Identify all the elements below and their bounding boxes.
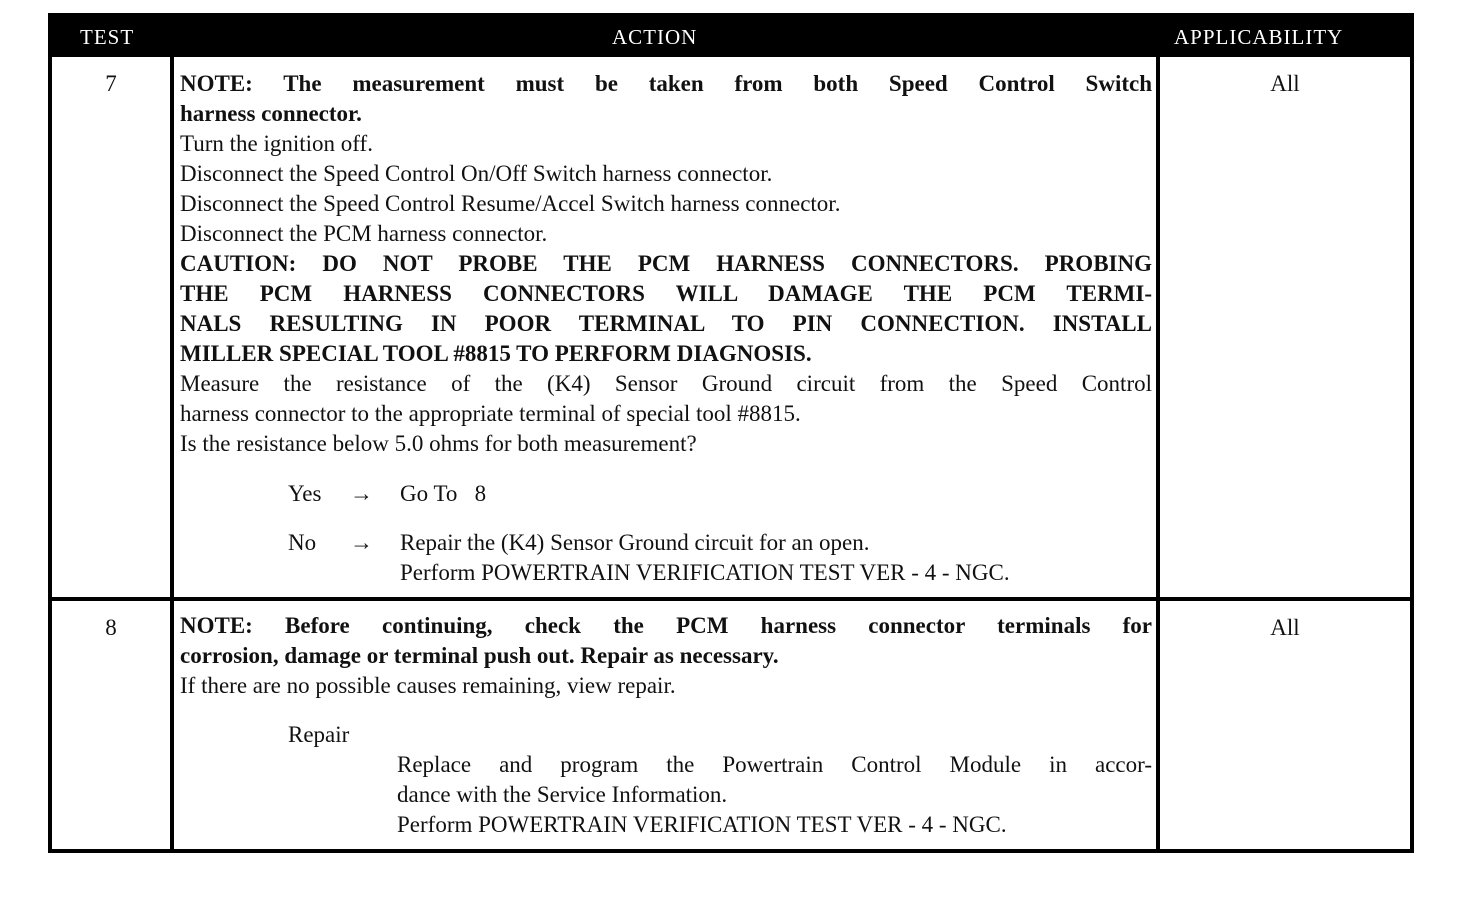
note-line: corrosion, damage or terminal push out. Repair as necessary.	[180, 643, 779, 668]
arrow-icon: →	[350, 530, 373, 555]
no-label: No	[288, 530, 317, 555]
step-text: Disconnect the Speed Control On/Off Switch harness connector.	[180, 161, 773, 186]
repair-text: dance with the Service Information.	[397, 782, 728, 807]
caution-line: MILLER SPECIAL TOOL #8815 TO PERFORM DIAGNOSIS.	[180, 341, 812, 366]
yes-branch	[180, 479, 1152, 509]
caution-line: THE PCM HARNESS CONNECTORS WILL DAMAGE THE PCM TERMI-	[180, 281, 1152, 306]
repair-text: Perform POWERTRAIN VERIFICATION TEST VER - 4 - NGC.	[397, 812, 1007, 837]
note-line: NOTE: Before continuing, check the PCM harness connector terminals for	[180, 613, 1152, 638]
step-text: Measure the resistance of the (K4) Sensor Ground circuit from the Speed Control	[180, 371, 1152, 396]
yes-action: Go To 8	[400, 481, 487, 506]
test-number: 8	[105, 615, 117, 640]
header-applicability: APPLICABILITY	[1174, 25, 1344, 49]
repair-branch	[180, 720, 1152, 750]
yes-label: Yes	[288, 481, 322, 506]
action-cell	[180, 69, 1152, 588]
note-line: harness connector.	[180, 101, 362, 126]
repair-text: Replace and program the Powertrain Control Module in accor-	[397, 752, 1152, 777]
note-line: NOTE: The measurement must be taken from both Speed Control Switch	[180, 71, 1152, 96]
test-number: 7	[105, 71, 117, 96]
row-divider	[52, 597, 1410, 601]
caution-line: NALS RESULTING IN POOR TERMINAL TO PIN CONNECTION. INSTALL	[180, 311, 1152, 336]
arrow-icon: →	[350, 481, 373, 506]
no-branch	[180, 528, 1152, 558]
step-text: Disconnect the PCM harness connector.	[180, 221, 548, 246]
header-action: ACTION	[612, 25, 698, 49]
caution-line: CAUTION: DO NOT PROBE THE PCM HARNESS CONNECTORS. PROBING	[180, 251, 1152, 276]
no-branch-cont	[180, 558, 1152, 588]
step-text: Turn the ignition off.	[180, 131, 373, 156]
action-cell	[180, 611, 1152, 840]
applicability-value: All	[1270, 71, 1300, 96]
question-text: Is the resistance below 5.0 ohms for both measurement?	[180, 431, 697, 456]
no-action: Perform POWERTRAIN VERIFICATION TEST VER - 4 - NGC.	[400, 560, 1010, 585]
repair-label: Repair	[288, 722, 350, 747]
step-text: If there are no possible causes remaining, view repair.	[180, 673, 676, 698]
step-text: Disconnect the Speed Control Resume/Accel Switch harness connector.	[180, 191, 841, 216]
header-test: TEST	[80, 25, 135, 49]
column-divider	[170, 57, 174, 853]
diagnostic-table	[48, 13, 1414, 853]
applicability-value: All	[1270, 615, 1300, 640]
table-header	[52, 17, 1410, 57]
column-divider	[1156, 57, 1160, 853]
no-action: Repair the (K4) Sensor Ground circuit for an open.	[400, 530, 870, 555]
step-text: harness connector to the appropriate terminal of special tool #8815.	[180, 401, 801, 426]
